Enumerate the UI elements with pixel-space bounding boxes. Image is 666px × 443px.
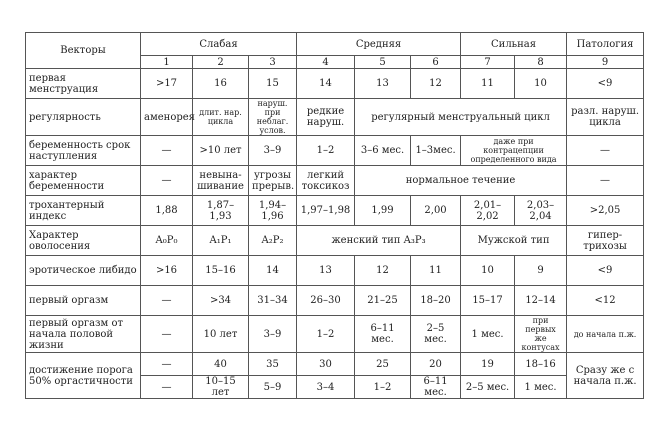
header-num: 3 — [249, 56, 297, 69]
header-num: 4 — [297, 56, 355, 69]
cell: 9 — [515, 256, 567, 286]
cell: 2,03–2,04 — [515, 196, 567, 226]
cell: 1,87–1,93 — [193, 196, 249, 226]
row-libido — [26, 256, 644, 286]
row-regularity — [26, 99, 644, 136]
cell: до начала п.ж. — [567, 316, 644, 353]
cell: 2–5 мес. — [461, 376, 515, 399]
row-pregnancy-character — [26, 166, 644, 196]
cell: 21–25 — [355, 286, 411, 316]
cell: 14 — [297, 69, 355, 99]
cell-merged: Сразу же с начала п.ж. — [567, 353, 644, 399]
cell: 1 мес. — [461, 316, 515, 353]
row-menarche — [26, 69, 644, 99]
cell: 11 — [461, 69, 515, 99]
cell: 31–34 — [249, 286, 297, 316]
cell: 12 — [411, 69, 461, 99]
cell: аменорея — [141, 99, 193, 136]
cell: 13 — [297, 256, 355, 286]
cell: — — [141, 316, 193, 353]
cell: 15–16 — [193, 256, 249, 286]
cell: 13 — [355, 69, 411, 99]
cell: 12–14 — [515, 286, 567, 316]
cell: 10 — [515, 69, 567, 99]
cell-merged: регулярный менструальный цикл — [355, 99, 567, 136]
cell: 6–11 мес. — [411, 376, 461, 399]
header-num: 9 — [567, 56, 644, 69]
cell: 25 — [355, 353, 411, 376]
cell: 10 лет — [193, 316, 249, 353]
vectors-table-container — [25, 32, 643, 399]
cell: легкий токсикоз — [297, 166, 355, 196]
row-label: первый оргазм — [26, 286, 141, 316]
row-label: беременность срок наступления — [26, 136, 141, 166]
cell: 5–9 — [249, 376, 297, 399]
cell-merged: нормальное течение — [355, 166, 567, 196]
row-label: первая менструация — [26, 69, 141, 99]
cell: 26–30 — [297, 286, 355, 316]
cell: при первых же контусах — [515, 316, 567, 353]
cell: редкие наруш. — [297, 99, 355, 136]
row-label: Характер оволосения — [26, 226, 141, 256]
row-trochanter — [26, 196, 644, 226]
row-threshold-top — [26, 353, 644, 376]
header-num: 6 — [411, 56, 461, 69]
cell: наруш. при неблаг. услов. — [249, 99, 297, 136]
cell: >17 — [141, 69, 193, 99]
row-label: достижение порога 50% оргастичности — [26, 353, 141, 399]
cell: A₀P₀ — [141, 226, 193, 256]
header-group-pathology: Патология — [567, 33, 644, 56]
cell: 11 — [411, 256, 461, 286]
cell-merged: даже при контрацепции определенного вида — [461, 136, 567, 166]
cell: — — [141, 286, 193, 316]
cell: 1–2 — [355, 376, 411, 399]
cell: 3–9 — [249, 316, 297, 353]
cell: — — [567, 166, 644, 196]
cell: 35 — [249, 353, 297, 376]
cell: 3–9 — [249, 136, 297, 166]
cell: 40 — [193, 353, 249, 376]
cell: угрозы прерыв. — [249, 166, 297, 196]
cell: 1–3мес. — [411, 136, 461, 166]
cell: — — [141, 136, 193, 166]
header-num: 7 — [461, 56, 515, 69]
header-num: 2 — [193, 56, 249, 69]
cell: <9 — [567, 256, 644, 286]
row-label: эротическое либидо — [26, 256, 141, 286]
cell: 1–2 — [297, 136, 355, 166]
cell: 1–2 — [297, 316, 355, 353]
cell: >34 — [193, 286, 249, 316]
cell: 1,88 — [141, 196, 193, 226]
cell: 1 мес. — [515, 376, 567, 399]
row-label: первый оргазм от начала половой жизни — [26, 316, 141, 353]
cell: 6–11 мес. — [355, 316, 411, 353]
header-num: 8 — [515, 56, 567, 69]
cell: невына-шивание — [193, 166, 249, 196]
cell: 1,99 — [355, 196, 411, 226]
row-label: характер беременности — [26, 166, 141, 196]
header-group-weak: Слабая — [141, 33, 297, 56]
cell: <9 — [567, 69, 644, 99]
cell: 15–17 — [461, 286, 515, 316]
cell: 2,01–2,02 — [461, 196, 515, 226]
cell: 14 — [249, 256, 297, 286]
cell: >16 — [141, 256, 193, 286]
cell: >10 лет — [193, 136, 249, 166]
header-group-strong: Сильная — [461, 33, 567, 56]
row-hair — [26, 226, 644, 256]
cell: — — [141, 166, 193, 196]
cell: 20 — [411, 353, 461, 376]
row-label: регулярность — [26, 99, 141, 136]
cell: — — [141, 376, 193, 399]
cell: гипер-трихозы — [567, 226, 644, 256]
vectors-table — [25, 32, 644, 399]
cell: A₂P₂ — [249, 226, 297, 256]
cell-merged: Мужской тип — [461, 226, 567, 256]
cell: 3–6 мес. — [355, 136, 411, 166]
header-group-medium: Средняя — [297, 33, 461, 56]
cell: <12 — [567, 286, 644, 316]
cell: 16 — [193, 69, 249, 99]
cell: 15 — [249, 69, 297, 99]
row-pregnancy-onset — [26, 136, 644, 166]
cell: A₁P₁ — [193, 226, 249, 256]
cell: 19 — [461, 353, 515, 376]
row-label: трохантерный индекс — [26, 196, 141, 226]
cell: 1,94–1,96 — [249, 196, 297, 226]
cell: 12 — [355, 256, 411, 286]
cell: 18–20 — [411, 286, 461, 316]
cell: — — [567, 136, 644, 166]
cell: — — [141, 353, 193, 376]
cell: 10–15 лет — [193, 376, 249, 399]
header-row-groups — [26, 33, 644, 56]
row-first-orgasm — [26, 286, 644, 316]
header-num: 1 — [141, 56, 193, 69]
header-num: 5 — [355, 56, 411, 69]
row-orgasm-from-start — [26, 316, 644, 353]
cell: 18–16 — [515, 353, 567, 376]
cell: разл. наруш. цикла — [567, 99, 644, 136]
cell: 30 — [297, 353, 355, 376]
cell: 2–5 мес. — [411, 316, 461, 353]
cell: 1,97–1,98 — [297, 196, 355, 226]
header-vectors: Векторы — [26, 33, 141, 69]
cell: >2,05 — [567, 196, 644, 226]
cell: 10 — [461, 256, 515, 286]
cell: 2,00 — [411, 196, 461, 226]
cell-merged: женский тип A₃P₃ — [297, 226, 461, 256]
cell: длит. нар. цикла — [193, 99, 249, 136]
cell: 3–4 — [297, 376, 355, 399]
